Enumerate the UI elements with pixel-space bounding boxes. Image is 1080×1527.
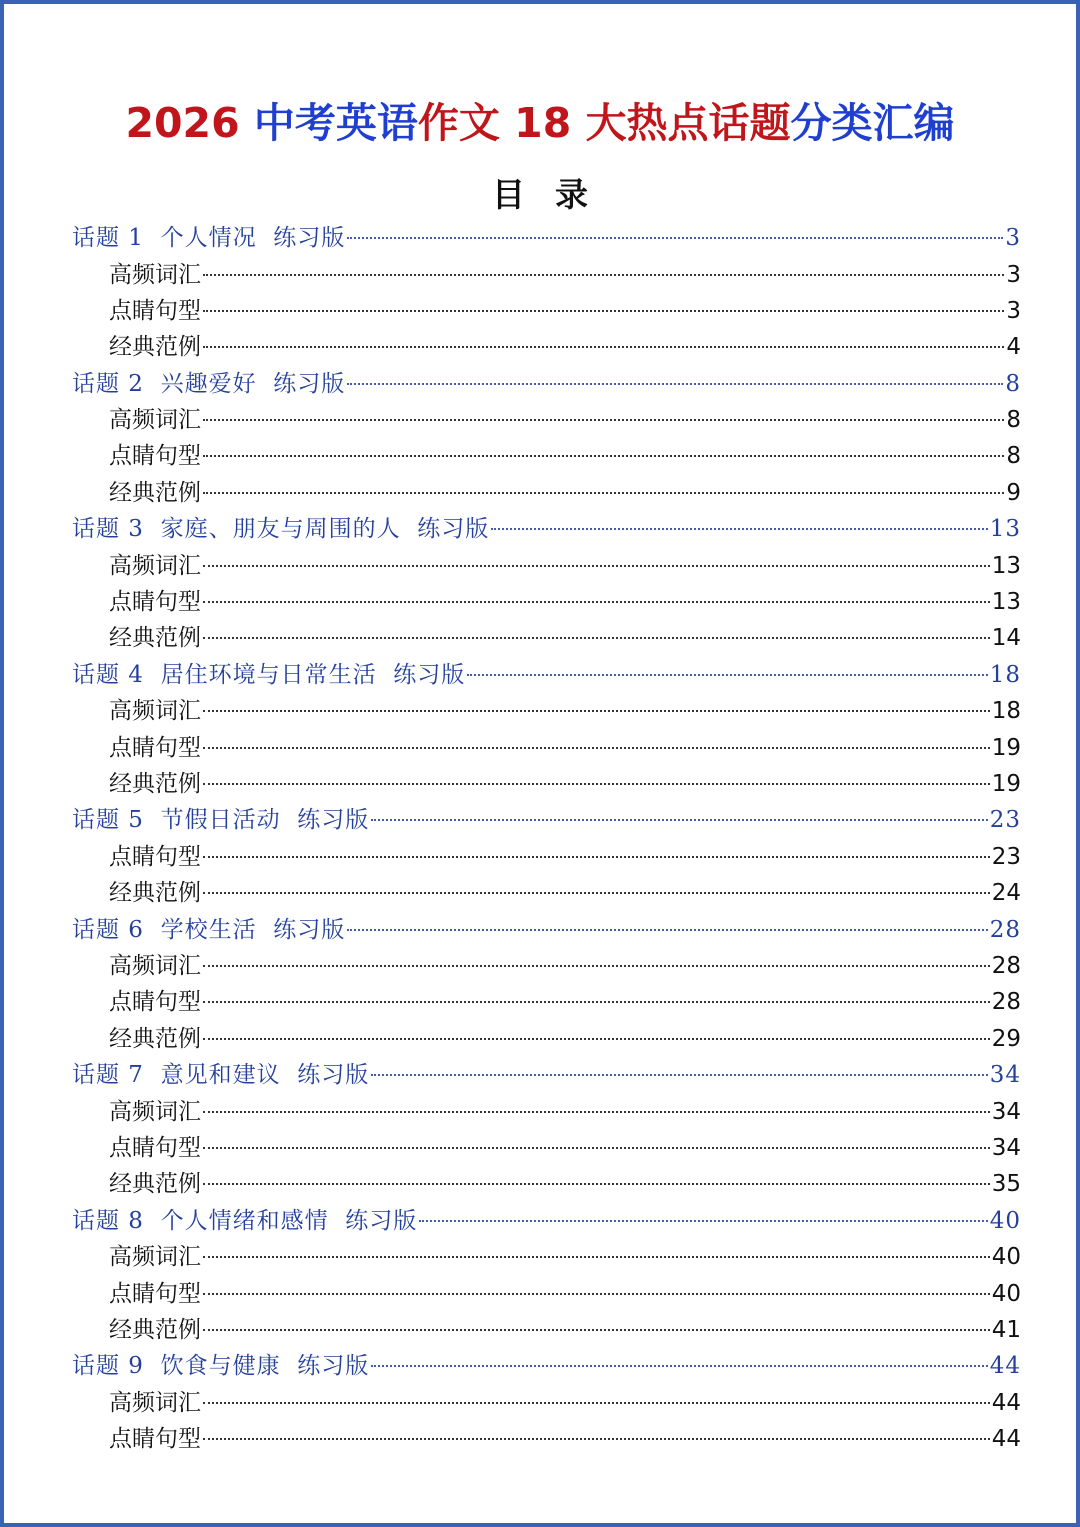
dot-leader bbox=[467, 674, 988, 676]
toc-page-number: 34 bbox=[989, 1062, 1021, 1088]
toc-entry-label: 高频词汇 bbox=[109, 553, 201, 579]
toc-page-number: 9 bbox=[1006, 480, 1021, 506]
toc-topic-entry[interactable] bbox=[72, 1349, 1021, 1383]
toc-sub-entry[interactable] bbox=[109, 549, 1021, 583]
dot-leader bbox=[203, 565, 990, 567]
toc-sub-entry[interactable] bbox=[109, 1095, 1021, 1129]
toc-entry-label: 话题 3 家庭、朋友与周围的人 练习版 bbox=[72, 516, 490, 542]
toc-page-number: 34 bbox=[991, 1099, 1021, 1125]
toc-page-number: 13 bbox=[991, 553, 1021, 579]
toc-page-number: 19 bbox=[991, 735, 1021, 761]
toc-page-number: 28 bbox=[989, 917, 1021, 943]
dot-leader bbox=[203, 419, 1004, 421]
toc-sub-entry[interactable] bbox=[109, 476, 1021, 510]
dot-leader bbox=[203, 1256, 990, 1258]
toc-page-number: 34 bbox=[991, 1135, 1021, 1161]
toc-topic-entry[interactable] bbox=[72, 367, 1021, 401]
toc-entry-label: 高频词汇 bbox=[109, 262, 201, 288]
toc-entry-label: 话题 6 学校生活 练习版 bbox=[72, 917, 346, 943]
dot-leader bbox=[203, 1001, 990, 1003]
dot-leader bbox=[203, 856, 990, 858]
toc-entry-label: 点睛句型 bbox=[109, 589, 201, 615]
toc-sub-entry[interactable] bbox=[109, 1386, 1021, 1420]
toc-page-number: 29 bbox=[991, 1026, 1021, 1052]
toc-sub-entry[interactable] bbox=[109, 585, 1021, 619]
toc-page-number: 4 bbox=[1006, 334, 1021, 360]
title-part: 中考英语 bbox=[253, 99, 418, 147]
toc-page-number: 23 bbox=[991, 844, 1021, 870]
dot-leader bbox=[203, 455, 1004, 457]
toc-topic-entry[interactable] bbox=[72, 512, 1021, 546]
toc-sub-entry[interactable] bbox=[109, 330, 1021, 364]
dot-leader bbox=[203, 274, 1004, 276]
toc-entry-label: 点睛句型 bbox=[109, 298, 201, 324]
dot-leader bbox=[203, 601, 990, 603]
title-part: 分类汇编 bbox=[790, 99, 955, 147]
toc-sub-entry[interactable] bbox=[109, 258, 1021, 292]
dot-leader bbox=[203, 310, 1004, 312]
toc-page-number: 35 bbox=[991, 1171, 1021, 1197]
toc-entry-label: 话题 7 意见和建议 练习版 bbox=[72, 1062, 370, 1088]
toc-entry-label: 点睛句型 bbox=[109, 1281, 201, 1307]
dot-leader bbox=[203, 747, 990, 749]
dot-leader bbox=[203, 1438, 990, 1440]
toc-sub-entry[interactable] bbox=[109, 1022, 1021, 1056]
toc-entry-label: 经典范例 bbox=[109, 1026, 201, 1052]
toc-entry-label: 点睛句型 bbox=[109, 1135, 201, 1161]
toc-entry-label: 点睛句型 bbox=[109, 1426, 201, 1452]
toc-sub-entry[interactable] bbox=[109, 1313, 1021, 1347]
toc-page-number: 40 bbox=[991, 1281, 1021, 1307]
title-part: 2026 bbox=[125, 99, 254, 147]
toc-entry-label: 经典范例 bbox=[109, 1171, 201, 1197]
toc-entry-label: 话题 1 个人情况 练习版 bbox=[72, 225, 346, 251]
toc-page-number: 44 bbox=[991, 1426, 1021, 1452]
toc-sub-entry[interactable] bbox=[109, 949, 1021, 983]
toc-sub-entry[interactable] bbox=[109, 1167, 1021, 1201]
toc-page-number: 8 bbox=[1005, 371, 1021, 397]
toc-page-number: 8 bbox=[1006, 443, 1021, 469]
toc-page-number: 3 bbox=[1006, 298, 1021, 324]
toc-sub-entry[interactable] bbox=[109, 876, 1021, 910]
dot-leader bbox=[203, 783, 990, 785]
toc-sub-entry[interactable] bbox=[109, 1131, 1021, 1165]
toc-topic-entry[interactable] bbox=[72, 658, 1021, 692]
dot-leader bbox=[203, 637, 990, 639]
toc-entry-label: 高频词汇 bbox=[109, 1390, 201, 1416]
toc-page-number: 41 bbox=[991, 1317, 1021, 1343]
toc-entry-label: 经典范例 bbox=[109, 771, 201, 797]
dot-leader bbox=[203, 965, 990, 967]
toc-page-number: 24 bbox=[991, 880, 1021, 906]
toc-topic-entry[interactable] bbox=[72, 913, 1021, 947]
toc-topic-entry[interactable] bbox=[72, 1204, 1021, 1238]
dot-leader bbox=[347, 237, 1003, 239]
toc-sub-entry[interactable] bbox=[109, 1277, 1021, 1311]
toc-entry-label: 话题 2 兴趣爱好 练习版 bbox=[72, 371, 346, 397]
dot-leader bbox=[203, 1147, 990, 1149]
toc-entry-label: 话题 9 饮食与健康 练习版 bbox=[72, 1353, 370, 1379]
title-part: 作文 18 大热点话题 bbox=[417, 99, 791, 147]
toc-sub-entry[interactable] bbox=[109, 767, 1021, 801]
toc-entry-label: 经典范例 bbox=[109, 625, 201, 651]
dot-leader bbox=[203, 710, 990, 712]
dot-leader bbox=[203, 1111, 990, 1113]
toc-entry-label: 点睛句型 bbox=[109, 844, 201, 870]
dot-leader bbox=[203, 1402, 990, 1404]
toc-sub-entry[interactable] bbox=[109, 439, 1021, 473]
toc-entry-label: 经典范例 bbox=[109, 1317, 201, 1343]
dot-leader bbox=[347, 383, 1003, 385]
toc-page-number: 28 bbox=[991, 989, 1021, 1015]
dot-leader bbox=[371, 1074, 988, 1076]
toc-page-number: 18 bbox=[991, 698, 1021, 724]
toc-entry-label: 话题 8 个人情绪和感情 练习版 bbox=[72, 1208, 418, 1234]
toc-entry-label: 经典范例 bbox=[109, 480, 201, 506]
toc-sub-entry[interactable] bbox=[109, 1240, 1021, 1274]
toc-page-number: 14 bbox=[991, 625, 1021, 651]
toc-entry-label: 经典范例 bbox=[109, 880, 201, 906]
toc-page-number: 44 bbox=[989, 1353, 1021, 1379]
toc-topic-entry[interactable] bbox=[72, 1058, 1021, 1092]
toc-page-number: 18 bbox=[989, 662, 1021, 688]
toc-page-number: 40 bbox=[991, 1244, 1021, 1270]
toc-sub-entry[interactable] bbox=[109, 1422, 1021, 1456]
toc-page-number: 23 bbox=[989, 807, 1021, 833]
dot-leader bbox=[419, 1220, 988, 1222]
toc-entry-label: 话题 4 居住环境与日常生活 练习版 bbox=[72, 662, 466, 688]
toc-sub-entry[interactable] bbox=[109, 294, 1021, 328]
toc-sub-entry[interactable] bbox=[109, 621, 1021, 655]
toc-sub-entry[interactable] bbox=[109, 731, 1021, 765]
toc-entry-label: 高频词汇 bbox=[109, 407, 201, 433]
dot-leader bbox=[203, 892, 990, 894]
toc-sub-entry[interactable] bbox=[109, 403, 1021, 437]
toc-entry-label: 高频词汇 bbox=[109, 953, 201, 979]
dot-leader bbox=[371, 819, 988, 821]
toc-topic-entry[interactable] bbox=[72, 221, 1021, 255]
toc-sub-entry[interactable] bbox=[109, 985, 1021, 1019]
toc-page-number: 44 bbox=[991, 1390, 1021, 1416]
toc-entry-label: 高频词汇 bbox=[109, 1244, 201, 1270]
toc-page-number: 28 bbox=[991, 953, 1021, 979]
dot-leader bbox=[203, 1183, 990, 1185]
toc-sub-entry[interactable] bbox=[109, 840, 1021, 874]
toc-page-number: 13 bbox=[989, 516, 1021, 542]
toc-entry-label: 点睛句型 bbox=[109, 989, 201, 1015]
toc-topic-entry[interactable] bbox=[72, 803, 1021, 837]
toc-page-number: 3 bbox=[1006, 262, 1021, 288]
toc-page-number: 13 bbox=[991, 589, 1021, 615]
toc-page-number: 3 bbox=[1005, 225, 1021, 251]
dot-leader bbox=[347, 929, 988, 931]
toc-entry-label: 点睛句型 bbox=[109, 735, 201, 761]
document-title bbox=[4, 90, 1076, 149]
toc-page-number: 8 bbox=[1006, 407, 1021, 433]
toc-page-number: 19 bbox=[991, 771, 1021, 797]
dot-leader bbox=[203, 492, 1004, 494]
dot-leader bbox=[203, 346, 1004, 348]
toc-heading: 目录 bbox=[492, 175, 618, 214]
toc-entry-label: 点睛句型 bbox=[109, 443, 201, 469]
dot-leader bbox=[203, 1293, 990, 1295]
toc-page-number: 40 bbox=[989, 1208, 1021, 1234]
dot-leader bbox=[203, 1329, 990, 1331]
dot-leader bbox=[491, 528, 988, 530]
dot-leader bbox=[371, 1365, 988, 1367]
toc-entry-label: 话题 5 节假日活动 练习版 bbox=[72, 807, 370, 833]
toc-entry-label: 经典范例 bbox=[109, 334, 201, 360]
toc-entry-label: 高频词汇 bbox=[109, 1099, 201, 1125]
toc-entry-label: 高频词汇 bbox=[109, 698, 201, 724]
toc-sub-entry[interactable] bbox=[109, 694, 1021, 728]
dot-leader bbox=[203, 1038, 990, 1040]
